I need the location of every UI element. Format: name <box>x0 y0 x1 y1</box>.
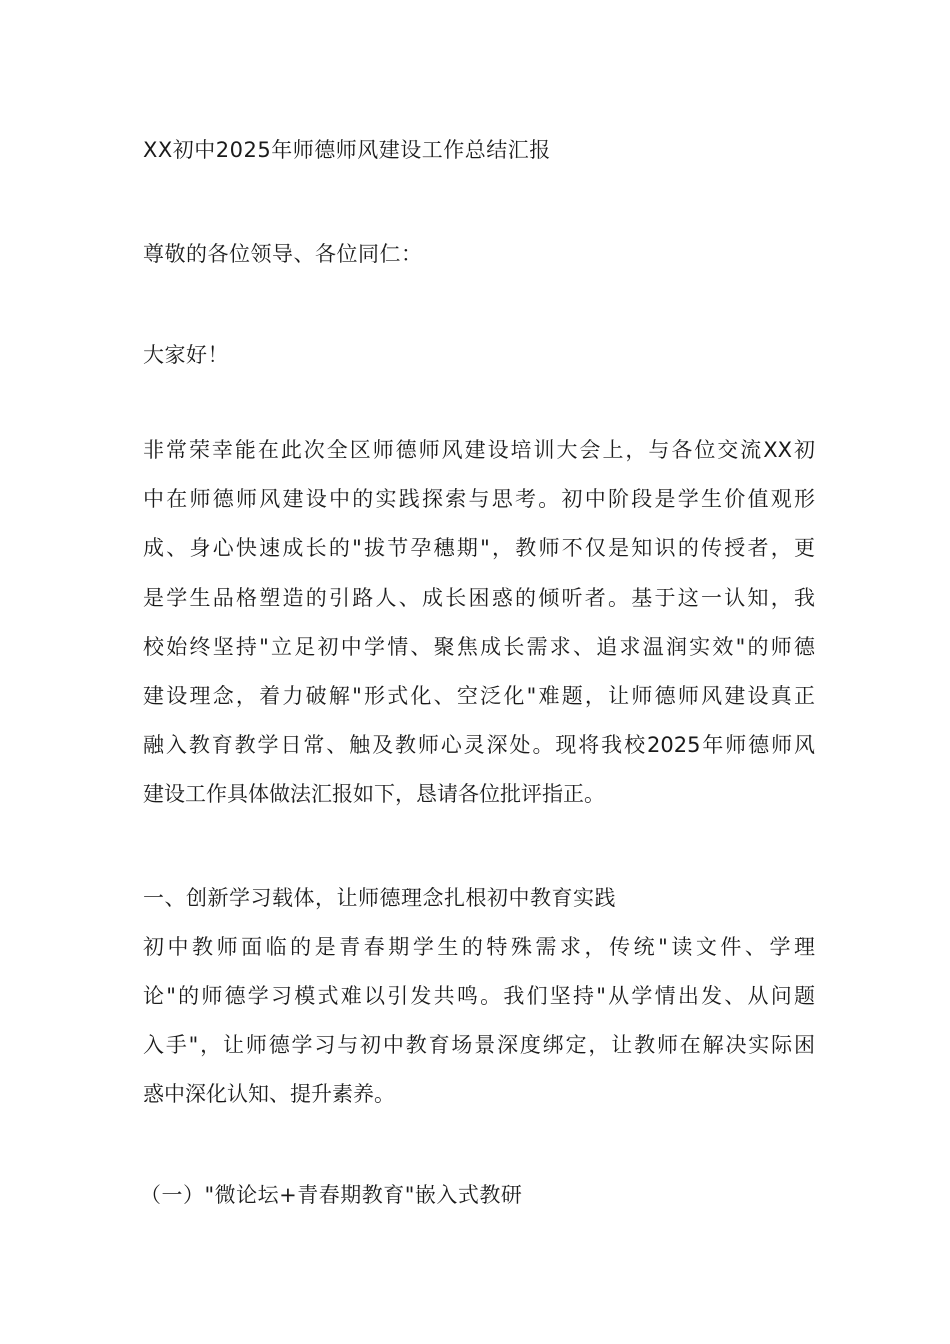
section-line: 惑中深化认知、提升素养。 <box>143 1082 395 1106</box>
intro-line: 校始终坚持"立足初中学情、聚焦成长需求、追求温润实效"的师德 <box>143 635 815 659</box>
section-heading: 一、创新学习载体，让师德理念扎根初中教育实践 <box>143 886 616 910</box>
section-line: 论"的师德学习模式难以引发共鸣。我们坚持"从学情出发、从问题 <box>143 984 815 1008</box>
section-line: 初中教师面临的是青春期学生的特殊需求，传统"读文件、学理 <box>143 935 815 959</box>
intro-line: 成、身心快速成长的"拔节孕穗期"，教师不仅是知识的传授者，更 <box>143 536 815 560</box>
intro-line: 是学生品格塑造的引路人、成长困惑的倾听者。基于这一认知，我 <box>143 586 815 610</box>
intro-line: 中在师德师风建设中的实践探索与思考。初中阶段是学生价值观形 <box>143 487 815 511</box>
greeting: 大家好！ <box>143 343 229 367</box>
intro-line: 建设工作具体做法汇报如下，恳请各位批评指正。 <box>143 782 605 806</box>
salutation: 尊敬的各位领导、各位同仁： <box>143 242 423 266</box>
intro-line: 非常荣幸能在此次全区师德师风建设培训大会上，与各位交流XX初 <box>143 438 815 462</box>
section-line: 入手"，让师德学习与初中教育场景深度绑定，让教师在解决实际困 <box>143 1033 815 1057</box>
intro-line: 建设理念，着力破解"形式化、空泛化"难题，让师德师风建设真正 <box>143 684 815 708</box>
intro-line: 融入教育教学日常、触及教师心灵深处。现将我校2025年师德师风 <box>143 733 815 757</box>
document-title: XX初中2025年师德师风建设工作总结汇报 <box>143 138 551 162</box>
subsection-heading: （一）"微论坛+青春期教育"嵌入式教研 <box>140 1183 523 1207</box>
